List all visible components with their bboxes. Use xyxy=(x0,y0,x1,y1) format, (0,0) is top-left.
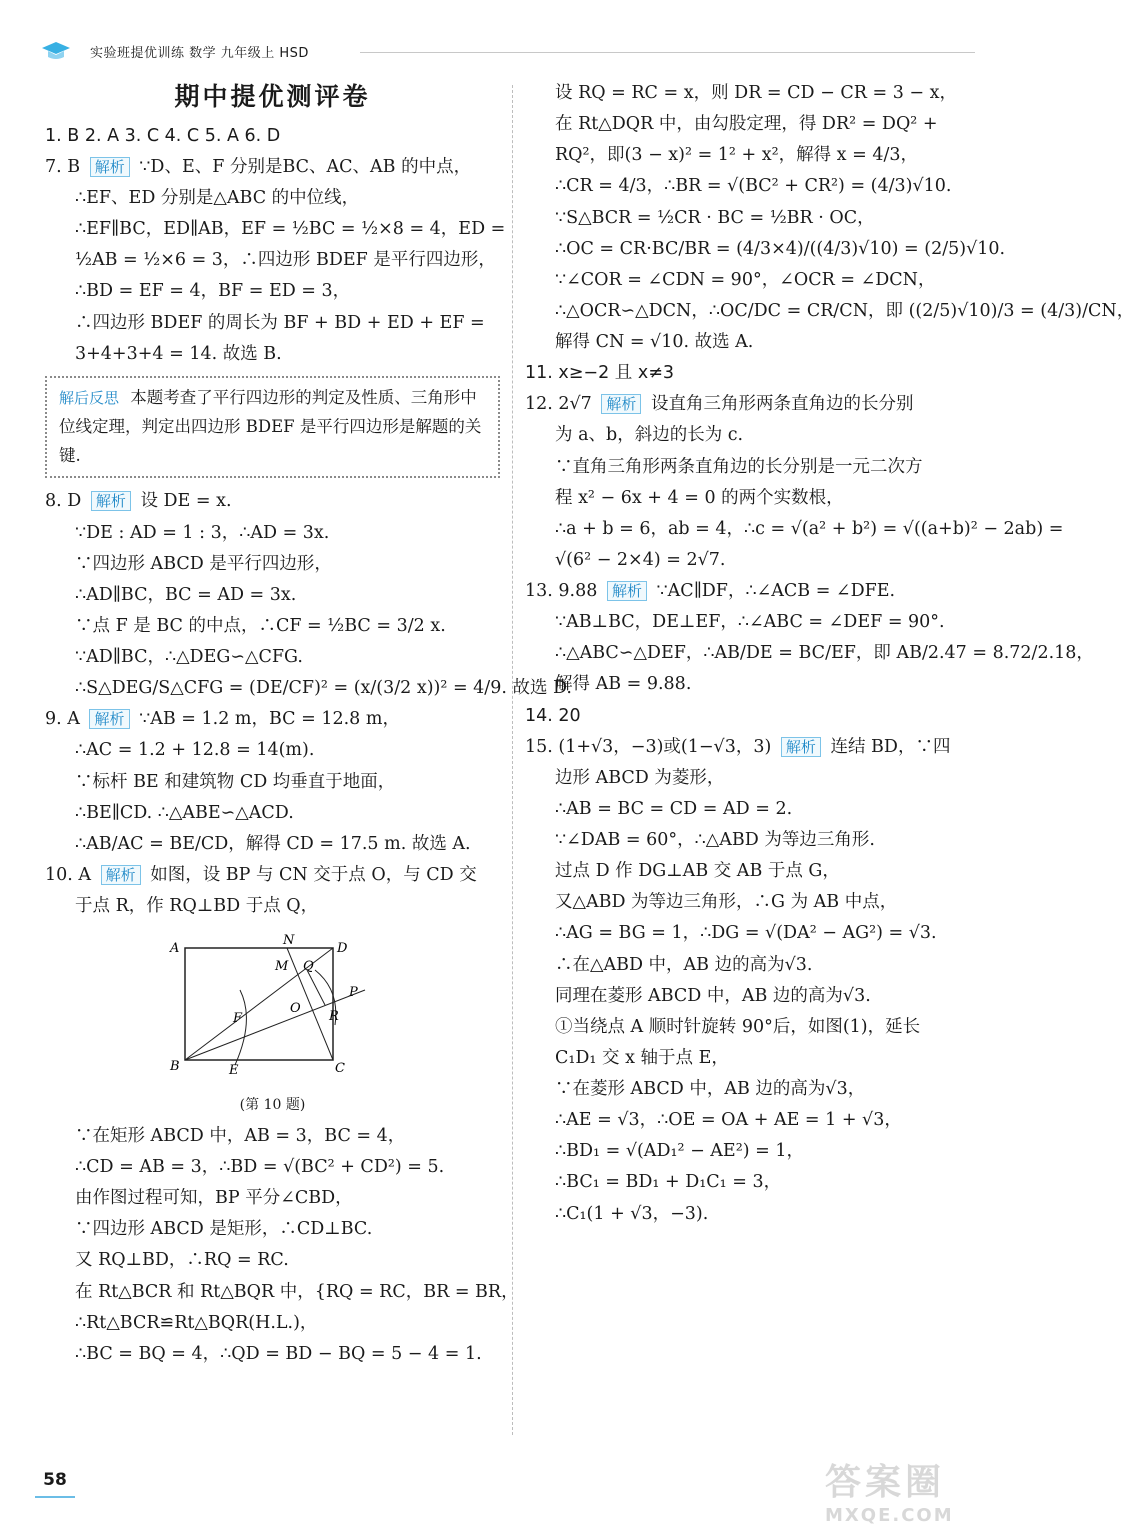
q10-intro-2: 于点 R，作 RQ⊥BD 于点 Q， xyxy=(75,896,319,916)
page-number: 58 xyxy=(35,1470,75,1498)
q12-line: 程 x² − 6x + 4 = 0 的两个实数根， xyxy=(555,487,844,508)
q15-line: ∴BC₁ = BD₁ + D₁C₁ = 3， xyxy=(555,1172,782,1193)
q10-line: ∴CD = AB = 3，∴BD = √(BC² + CD²) = 5. xyxy=(75,1157,445,1178)
q7-line: 3+4+3+4 = 14. 故选 B. xyxy=(75,343,282,364)
q15-line: C₁D₁ 交 x 轴于点 E， xyxy=(555,1047,729,1068)
q8-line: ∵DE : AD = 1 : 3，∴AD = 3x. xyxy=(75,522,330,543)
q10-cont-line: RQ²，即(3 − x)² = 1² + x²，解得 x = 4/3， xyxy=(555,145,918,166)
q8-line: ∵点 F 是 BC 的中点，∴CF = ½BC = 3/2 x. xyxy=(75,615,446,636)
q15-line: ∵在菱形 ABCD 中，AB 边的高为√3， xyxy=(555,1079,866,1099)
q12-answer: 12. 2√7 xyxy=(525,394,592,415)
q10-cont-line: 在 Rt△DQR 中，由勾股定理，得 DR² = DQ² + xyxy=(555,114,938,135)
q15-line: ∴AG = BG = 1，∴DG = √(DA² − AG²) = √3. xyxy=(555,923,937,944)
question-14: 14. 20 xyxy=(525,705,581,726)
header-title: 实验班提优训练 数学 九年级上 HSD xyxy=(90,46,309,61)
q13-line: ∵AB⊥BC，DE⊥EF，∴∠ABC = ∠DEF = 90°. xyxy=(555,612,945,633)
fig-label-C: C xyxy=(335,1061,345,1077)
q13-answer: 13. 9.88 xyxy=(525,581,598,601)
q10-figure-caption: (第 10 题) xyxy=(239,1097,306,1114)
q10-line: ∴Rt△BCR≌Rt△BQR(H.L.)， xyxy=(75,1312,318,1333)
q9-line: ∵标杆 BE 和建筑物 CD 均垂直于地面， xyxy=(75,771,396,792)
header-rule xyxy=(360,52,975,53)
reflection-text: 本题考查了平行四边形的判定及性质、三角形中位线定理，判定出四边形 BDEF 是平行四边形是解题的关键. xyxy=(59,387,482,465)
fig-label-D: D xyxy=(337,941,348,957)
q10-cont-line: 解得 CN = √10. 故选 A. xyxy=(555,332,754,352)
q7-analysis-tag: 解析 xyxy=(90,157,130,177)
q8-line: ∵AD∥BC，∴△DEG∽△CFG. xyxy=(75,647,303,667)
q10-cont-line: ∴OC = CR·BC/BR = (4/3×4)/((4/3)√10) = (2/5)√10. xyxy=(555,238,1006,259)
fig-label-Q: Q xyxy=(303,959,314,975)
q9-analysis-tag: 解析 xyxy=(89,709,129,729)
q7-line: ½AB = ½×6 = 3，∴四边形 BDEF 是平行四边形， xyxy=(75,250,496,271)
watermark xyxy=(825,1454,995,1526)
fig-label-M: M xyxy=(275,959,289,975)
q7-line: ∴四边形 BDEF 的周长为 BF + BD + ED + EF = xyxy=(75,312,485,333)
q15-line: ∴AE = √3，∴OE = OA + AE = 1 + √3， xyxy=(555,1110,902,1131)
q7-answer: 7. B xyxy=(45,156,81,177)
fig-label-A: A xyxy=(170,941,180,957)
q10-line: ∴BC = BQ = 4，∴QD = BD − BQ = 5 − 4 = 1. xyxy=(75,1343,482,1364)
q8-analysis-tag: 解析 xyxy=(91,491,131,511)
column-divider xyxy=(512,85,513,1435)
q10-line: ∵在矩形 ABCD 中，AB = 3，BC = 4， xyxy=(75,1125,406,1146)
q12-line: ∵直角三角形两条直角边的长分别是一元二次方 xyxy=(555,456,923,477)
question-13 xyxy=(525,578,1094,699)
q13-line: 解得 AB = 9.88. xyxy=(555,674,692,695)
q15-line: ①当绕点 A 顺时针旋转 90°后，如图(1)，延长 xyxy=(555,1016,921,1037)
graduation-cap-icon xyxy=(40,40,72,62)
q13-line: ∵AC∥DF，∴∠ACB = ∠DFE. xyxy=(656,581,896,601)
q10-analysis-tag: 解析 xyxy=(101,865,141,885)
q10-line: 由作图过程可知，BP 平分∠CBD， xyxy=(75,1188,353,1209)
q9-line: ∴AC = 1.2 + 12.8 = 14(m). xyxy=(75,740,315,761)
q15-line: ∴在△ABD 中，AB 边的高为√3. xyxy=(555,954,813,975)
q10-cont-line: ∴△OCR∽△DCN，∴OC/DC = CR/CN，即 ((2/5)√10)/3 = (4/3)/CN， xyxy=(555,300,1134,321)
q12-analysis-tag: 解析 xyxy=(601,394,641,414)
q7-line: ∴EF、ED 分别是△ABC 的中位线， xyxy=(75,188,360,208)
q15-line: ∴AB = BC = CD = AD = 2. xyxy=(555,798,793,819)
q12-line: √(6² − 2×4) = 2√7. xyxy=(555,549,726,570)
reflection-tag: 解后反思 xyxy=(59,388,120,407)
q8-answer: 8. D xyxy=(45,491,82,512)
q15-line: 连结 BD，∵四 xyxy=(830,736,951,757)
watermark-line-1: 答案圈 xyxy=(825,1462,946,1503)
q8-line: ∵四边形 ABCD 是平行四边形， xyxy=(75,553,332,574)
reflection-box xyxy=(45,376,500,479)
q9-answer: 9. A xyxy=(45,709,80,730)
question-12 xyxy=(525,391,1064,574)
page-title: 期中提优测评卷 xyxy=(174,82,371,111)
q12-line: 为 a、b，斜边的长为 c. xyxy=(555,425,744,446)
q10-line: 在 Rt△BCR 和 Rt△BQR 中，{RQ = RC，BR = BR， xyxy=(75,1281,519,1302)
fig-label-B: B xyxy=(170,1059,180,1075)
right-column xyxy=(525,78,1134,1232)
q8-line: 设 DE = x. xyxy=(140,491,232,512)
page-header xyxy=(30,40,975,66)
q10-line: ∵四边形 ABCD 是矩形，∴CD⊥BC. xyxy=(75,1219,373,1240)
q10-cont-line: ∵∠COR = ∠CDN = 90°，∠OCR = ∠DCN， xyxy=(555,269,936,290)
q13-line: ∴△ABC∽△DEF，∴AB/DE = BC/EF，即 AB/2.47 = 8.72/2.18， xyxy=(555,643,1094,664)
q15-line: 过点 D 作 DG⊥AB 交 AB 于点 G， xyxy=(555,861,840,882)
answers-1-6: 1. B 2. A 3. C 4. C 5. A 6. D xyxy=(45,125,281,146)
fig-label-E: E xyxy=(229,1063,239,1079)
q15-line: 边形 ABCD 为菱形， xyxy=(555,767,725,788)
q9-line: ∵AB = 1.2 m，BC = 12.8 m， xyxy=(139,709,400,730)
q15-analysis-tag: 解析 xyxy=(781,737,821,757)
q8-line: ∴S△DEG/S△CFG = (DE/CF)² = (x/(3/2 x))² = 4/9. 故选 D. xyxy=(75,678,572,699)
q15-line: 同理在菱形 ABCD 中，AB 边的高为√3. xyxy=(555,985,871,1006)
q15-line: ∴BD₁ = √(AD₁² − AE²) = 1， xyxy=(555,1141,804,1162)
fig-label-F: F xyxy=(233,1011,243,1027)
question-10 xyxy=(45,862,519,1368)
fig-label-P: P xyxy=(349,985,358,1001)
fig-label-N: N xyxy=(283,933,295,949)
q10-cont-line: ∵S△BCR = ½CR · BC = ½BR · OC， xyxy=(555,207,875,228)
q13-analysis-tag: 解析 xyxy=(607,581,647,601)
question-7 xyxy=(45,154,506,368)
q15-line: ∴C₁(1 + √3，−3). xyxy=(555,1203,709,1224)
fig-label-R: R xyxy=(329,1009,339,1025)
q7-line: ∴EF∥BC，ED∥AB，EF = ½BC = ½×8 = 4，ED = xyxy=(75,219,506,240)
q9-line: ∴BE∥CD. ∴△ABE∽△ACD. xyxy=(75,802,294,823)
q7-line: ∴BD = EF = 4，BF = ED = 3， xyxy=(75,281,351,302)
question-15 xyxy=(525,734,975,1228)
q10-figure xyxy=(165,930,365,1090)
q10-cont-line: ∴CR = 4/3，∴BR = √(BC² + CR²) = (4/3)√10. xyxy=(555,176,952,197)
q9-line: ∴AB/AC = BE/CD，解得 CD = 17.5 m. 故选 A. xyxy=(75,833,471,854)
q15-line: 又△ABD 为等边三角形，∴G 为 AB 中点， xyxy=(555,892,898,913)
q12-line: 设直角三角形两条直角边的长分别 xyxy=(651,394,914,415)
watermark-line-2: MXQE.COM xyxy=(825,1505,954,1526)
question-11: 11. x≥−2 且 x≠3 xyxy=(525,363,674,384)
q10-line: 又 RQ⊥BD，∴RQ = RC. xyxy=(75,1250,289,1271)
q7-line: ∵D、E、F 分别是BC、AC、AB 的中点， xyxy=(139,156,472,177)
q12-line: ∴a + b = 6，ab = 4，∴c = √(a² + b²) = √((a+b)² − 2ab) = xyxy=(555,518,1064,539)
q10-intro: 如图，设 BP 与 CN 交于点 O，与 CD 交 xyxy=(150,864,477,885)
question-10-continued xyxy=(525,80,1134,356)
q15-line: ∵∠DAB = 60°，∴△ABD 为等边三角形. xyxy=(555,830,875,850)
q8-line: ∴AD∥BC，BC = AD = 3x. xyxy=(75,584,297,605)
q15-answer: 15. (1+√3，−3)或(1−√3，3) xyxy=(525,736,772,757)
fig-label-O: O xyxy=(290,1001,301,1017)
question-9 xyxy=(45,706,500,858)
q10-cont-line: 设 RQ = RC = x，则 DR = CD − CR = 3 − x， xyxy=(555,83,958,103)
q10-answer: 10. A xyxy=(45,864,92,885)
